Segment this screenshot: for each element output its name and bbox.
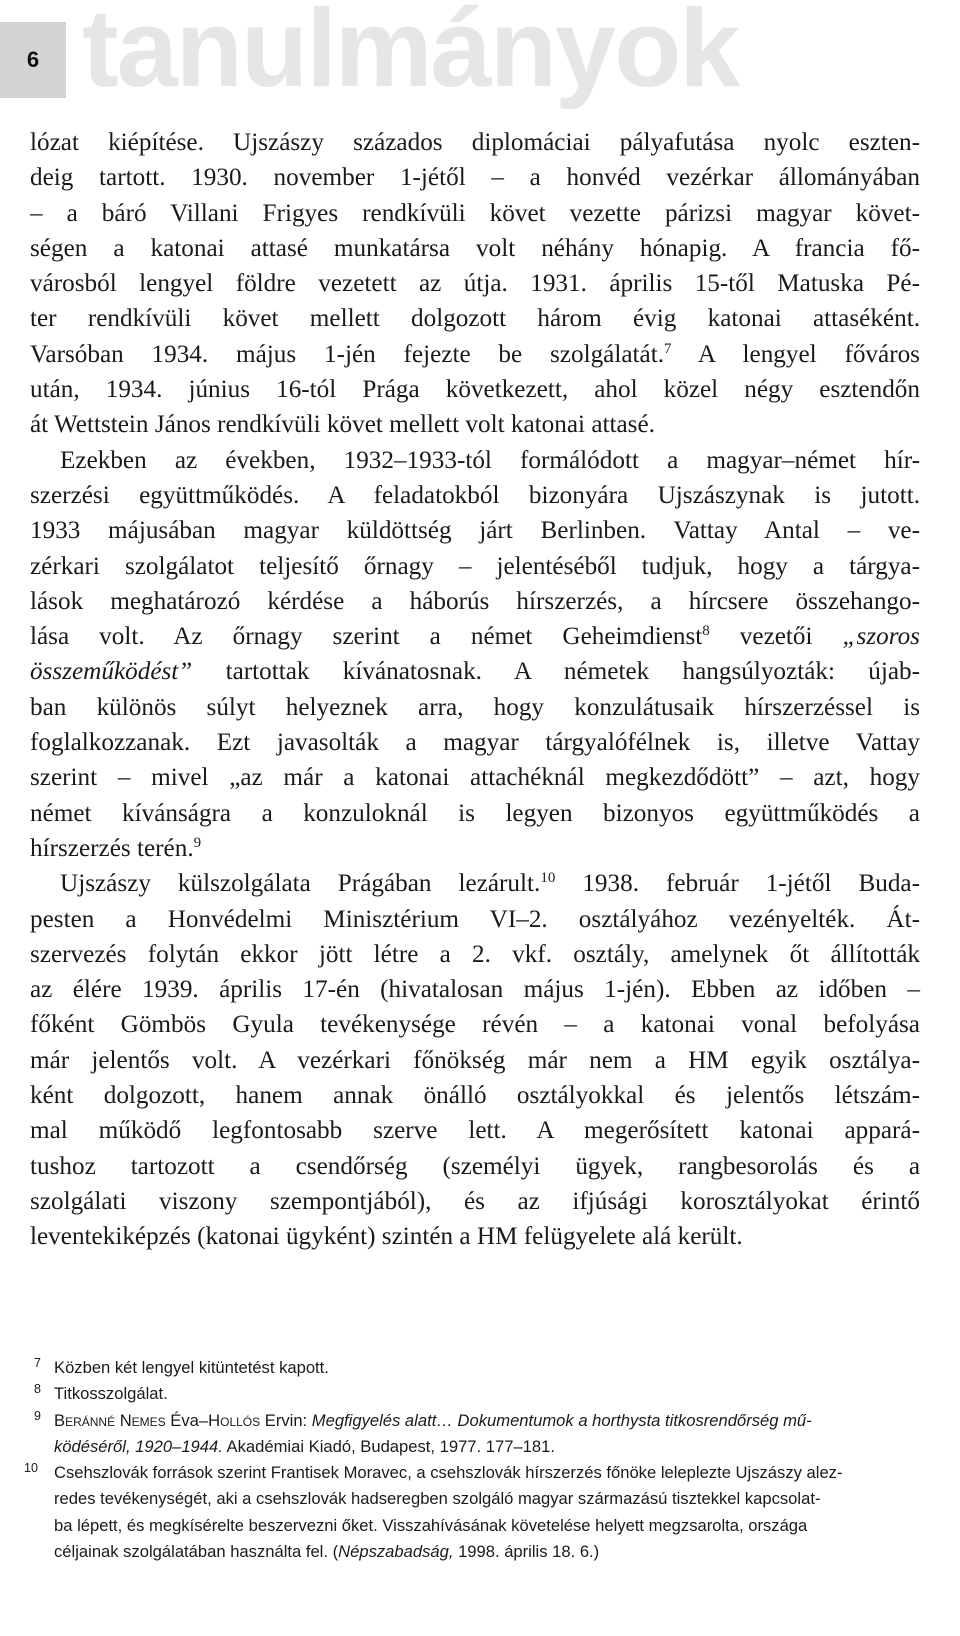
text-line: szolgálati viszony szempontjából), és az ifjúsági korosztályokat érintő [30, 1187, 920, 1215]
text-line: ségen a katonai attasé munkatársa volt néhány hónapig. A francia fő- [30, 234, 920, 262]
text-line: ként dolgozott, hanem annak önálló osztályokkal és jelentős létszám- [30, 1082, 920, 1110]
footnote-number: 7 [34, 1356, 41, 1370]
text-line: városból lengyel földre vezetett az útja. 1931. április 15-től Matuska Pé- [30, 270, 920, 298]
footnote-number: 10 [24, 1461, 38, 1476]
text-segment: lása volt. Az őrnagy szerint a német Geheimdienst [30, 623, 703, 651]
text-line: már jelentős volt. A vezérkari főnökség már nem a HM egyik osztálya- [30, 1046, 920, 1074]
text-line: leventekiképzés (katonai ügyként) szintén a HM felügyelete alá került. [30, 1223, 743, 1251]
text-line: tushoz tartozott a csendőrség (személyi ügyek, rangbesorolás és a [30, 1152, 920, 1180]
source-title: Népszabadság, [338, 1542, 454, 1562]
quote-italic: „szoros [842, 623, 920, 651]
text-line: ban különös súlyt helyeznek arra, hogy konzulátusaik hírszerzéssel is [30, 693, 920, 721]
text-line [30, 654, 920, 689]
author-name: Beránné Nemes [54, 1410, 166, 1430]
author-given: Ervin: [260, 1410, 312, 1430]
text-line: lások meghatározó kérdése a háborús hírszerzés, a hírcsere összehango- [30, 587, 920, 615]
text-segment: vezetői [709, 623, 843, 651]
text-line: foglalkozzanak. Ezt javasolták a magyar tárgyalófélnek is, illetve Vattay [30, 729, 920, 757]
text-line: ter rendkívüli követ mellett dolgozott három évig katonai attaséként. [30, 305, 920, 333]
footnote-text [54, 1408, 920, 1434]
text-segment: Ujszászy külszolgálata Prágában lezárult. [60, 870, 541, 898]
author-name: Hollós [208, 1410, 261, 1430]
text-line [30, 337, 920, 372]
text-line: pesten a Honvédelmi Minisztérium VI–2. osztályához vezényelték. Át- [30, 905, 920, 933]
text-line: zérkari szolgálatot teljesítő őrnagy – jelentéséből tudjuk, hogy a tárgya- [30, 552, 920, 580]
text-line: szerzési együttműködés. A feladatokból bizonyára Ujszászynak is jutott. [30, 481, 920, 509]
text-line: Ezekben az években, 1932–1933-tól formálódott a magyar–német hír- [60, 446, 920, 474]
text-line: deig tartott. 1930. november 1-jétől – a honvéd vezérkar állományában [30, 164, 920, 192]
text-line: az élére 1939. április 17-én (hivatalosan május 1-jén). Ebben az időben – [30, 976, 920, 1004]
footnote-10 [24, 1460, 920, 1565]
author-given: Éva– [165, 1410, 209, 1430]
text-segment: hírszerzés terén. [30, 834, 194, 862]
text-line: német kívánságra a konzuloknál is legyen bizonyos együttműködés a [30, 799, 920, 827]
text-segment: tartottak kívánatosnak. A németek hangsúlyozták: újab- [192, 658, 920, 686]
footnote-text [54, 1539, 920, 1565]
footnote-number: 8 [34, 1382, 41, 1397]
quote-italic: összeműködést” [30, 658, 193, 686]
text-line [30, 619, 920, 654]
footnote-ref: 9 [193, 834, 202, 851]
text-line: át Wettstein János rendkívüli követ mellett volt katonai attasé. [30, 411, 655, 439]
footnote-9 [30, 1408, 920, 1461]
text-line: szervezés folytán ekkor jött létre a 2. vkf. osztály, amelynek őt állították [30, 940, 920, 968]
footnote-7 [30, 1355, 920, 1381]
text-line: főként Gömbös Gyula tevékenysége révén – a katonai vonal befolyása [30, 1011, 920, 1039]
footnote-text [54, 1434, 920, 1460]
footnote-text: redes tevékenységét, aki a csehszlovák hadseregben szolgáló magyar származású tisztekkel kapcsolat- [54, 1489, 821, 1509]
text-line: lózat kiépítése. Ujszászy százados diplomáciai pályafutása nyolc eszten- [30, 129, 920, 156]
text-segment: 1938. február 1-jétől Buda- [555, 870, 920, 898]
text-line [30, 866, 920, 901]
footnote-8 [30, 1381, 920, 1407]
text-segment: céljainak szolgálatában használta fel. ( [54, 1542, 339, 1562]
text-line: 1933 májusában magyar küldöttség járt Berlinben. Vattay Antal – ve- [30, 517, 920, 545]
section-title: tanulmányok [82, 0, 739, 110]
text-segment: A lengyel főváros [671, 340, 920, 368]
footnotes [24, 1355, 920, 1565]
text-line [30, 831, 920, 866]
book-title: ködéséről, 1920–1944. [54, 1436, 223, 1456]
text-segment: 1998. április 18. 6.) [453, 1542, 600, 1562]
text-line: szerint – mivel „az már a katonai attachéknál megkezdődött” – azt, hogy [30, 764, 920, 792]
footnote-number: 9 [34, 1408, 41, 1423]
footnote-text: ba lépett, és megkísérelte beszervezni őket. Visszahívásának követelése helyett megzsarolta, országa [54, 1515, 808, 1535]
text-line: mal működő legfontosabb szerve lett. A megerősített katonai appará- [30, 1117, 920, 1145]
text-line: – a báró Villani Frigyes rendkívüli követ vezette párizsi magyar követ- [30, 199, 920, 227]
footnote-text: Közben két lengyel kitüntetést kapott. [54, 1358, 329, 1377]
footnote-ref: 10 [540, 870, 556, 887]
footnote-text: Csehszlovák források szerint Frantisek Moravec, a csehszlovák hírszerzés főnöke leleplezte Ujszászy alez- [54, 1463, 843, 1483]
body-text [30, 125, 920, 1255]
footnote-ref: 7 [664, 340, 672, 357]
footnote-text: Titkosszolgálat. [54, 1384, 168, 1404]
publication-info: Akadémiai Kiadó, Budapest, 1977. 177–181. [222, 1436, 555, 1456]
book-title: Megfigyelés alatt… Dokumentumok a horthysta titkosrendőrség mű- [311, 1410, 812, 1430]
text-segment: Varsóban 1934. május 1-jén fejezte be szolgálatát. [30, 340, 664, 368]
page-number: 6 [0, 22, 66, 98]
text-line: után, 1934. június 16-tól Prága következett, ahol közel négy esztendőn [30, 376, 920, 404]
footnote-ref: 8 [702, 623, 710, 640]
